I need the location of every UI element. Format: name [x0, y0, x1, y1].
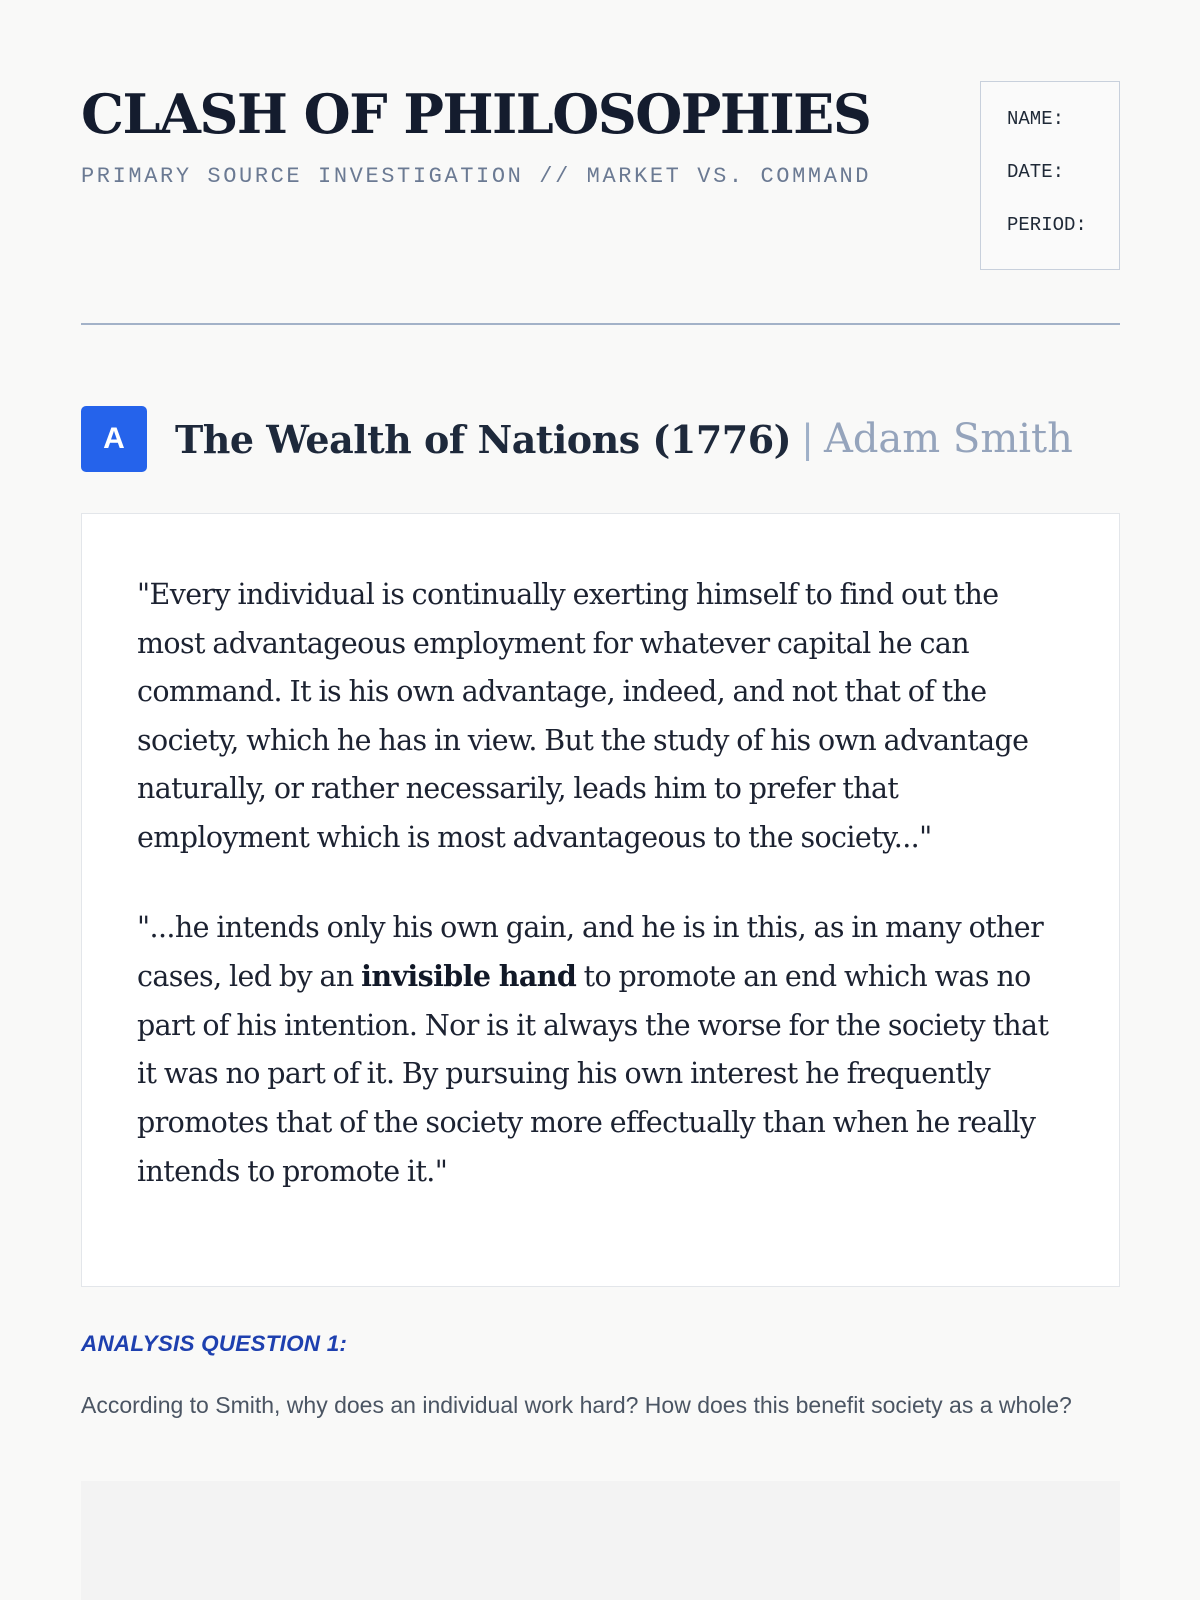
- page-subtitle: PRIMARY SOURCE INVESTIGATION // MARKET VS. COMMAND: [81, 164, 872, 189]
- header-divider: [81, 323, 1120, 325]
- student-info-box: [980, 81, 1120, 270]
- source-author: Adam Smith: [823, 416, 1073, 462]
- page-title: CLASH OF PHILOSOPHIES: [81, 82, 871, 146]
- quote-paragraph-1: "Every individual is continually exerting himself to find out the most advantageous employment for whatever capital he can command. It is his own advantage, indeed, and not that of the society, which he has in view. But the study of his own advantage naturally, or rather necessarily, leads him to prefer that employment which is most advantageous to the society...": [137, 578, 1029, 854]
- analysis-question-label: ANALYSIS QUESTION 1:: [81, 1331, 348, 1356]
- date-field[interactable]: DATE:: [1007, 161, 1065, 183]
- source-title: The Wealth of Nations (1776): [175, 416, 792, 462]
- name-field[interactable]: NAME:: [1007, 108, 1065, 130]
- answer-area[interactable]: [81, 1481, 1120, 1600]
- analysis-question-text: According to Smith, why does an individual work hard? How does this benefit society as a whole?: [81, 1392, 1072, 1418]
- period-field[interactable]: PERIOD:: [1007, 214, 1087, 236]
- heading-separator: |: [801, 417, 814, 461]
- quote-paragraph-2-start: "...he intends only his own gain, and he is in this, as in many other cases, led by an: [137, 910, 1044, 994]
- quote-box: [81, 513, 1120, 1287]
- quote-paragraph-2: [137, 904, 1071, 1197]
- worksheet-header: [81, 0, 1120, 325]
- worksheet-page: [81, 0, 1120, 1418]
- source-badge: A: [81, 406, 147, 472]
- invisible-hand-highlight: invisible hand: [361, 959, 577, 994]
- source-heading: [81, 406, 1073, 472]
- quote-paragraph-2-end: to promote an end which was no part of his intention. Nor is it always the worse for the society that it was no part of it. By pursuing his own interest he frequently promotes that of the society more effectually than when he really intends to promote it.": [137, 960, 1049, 1188]
